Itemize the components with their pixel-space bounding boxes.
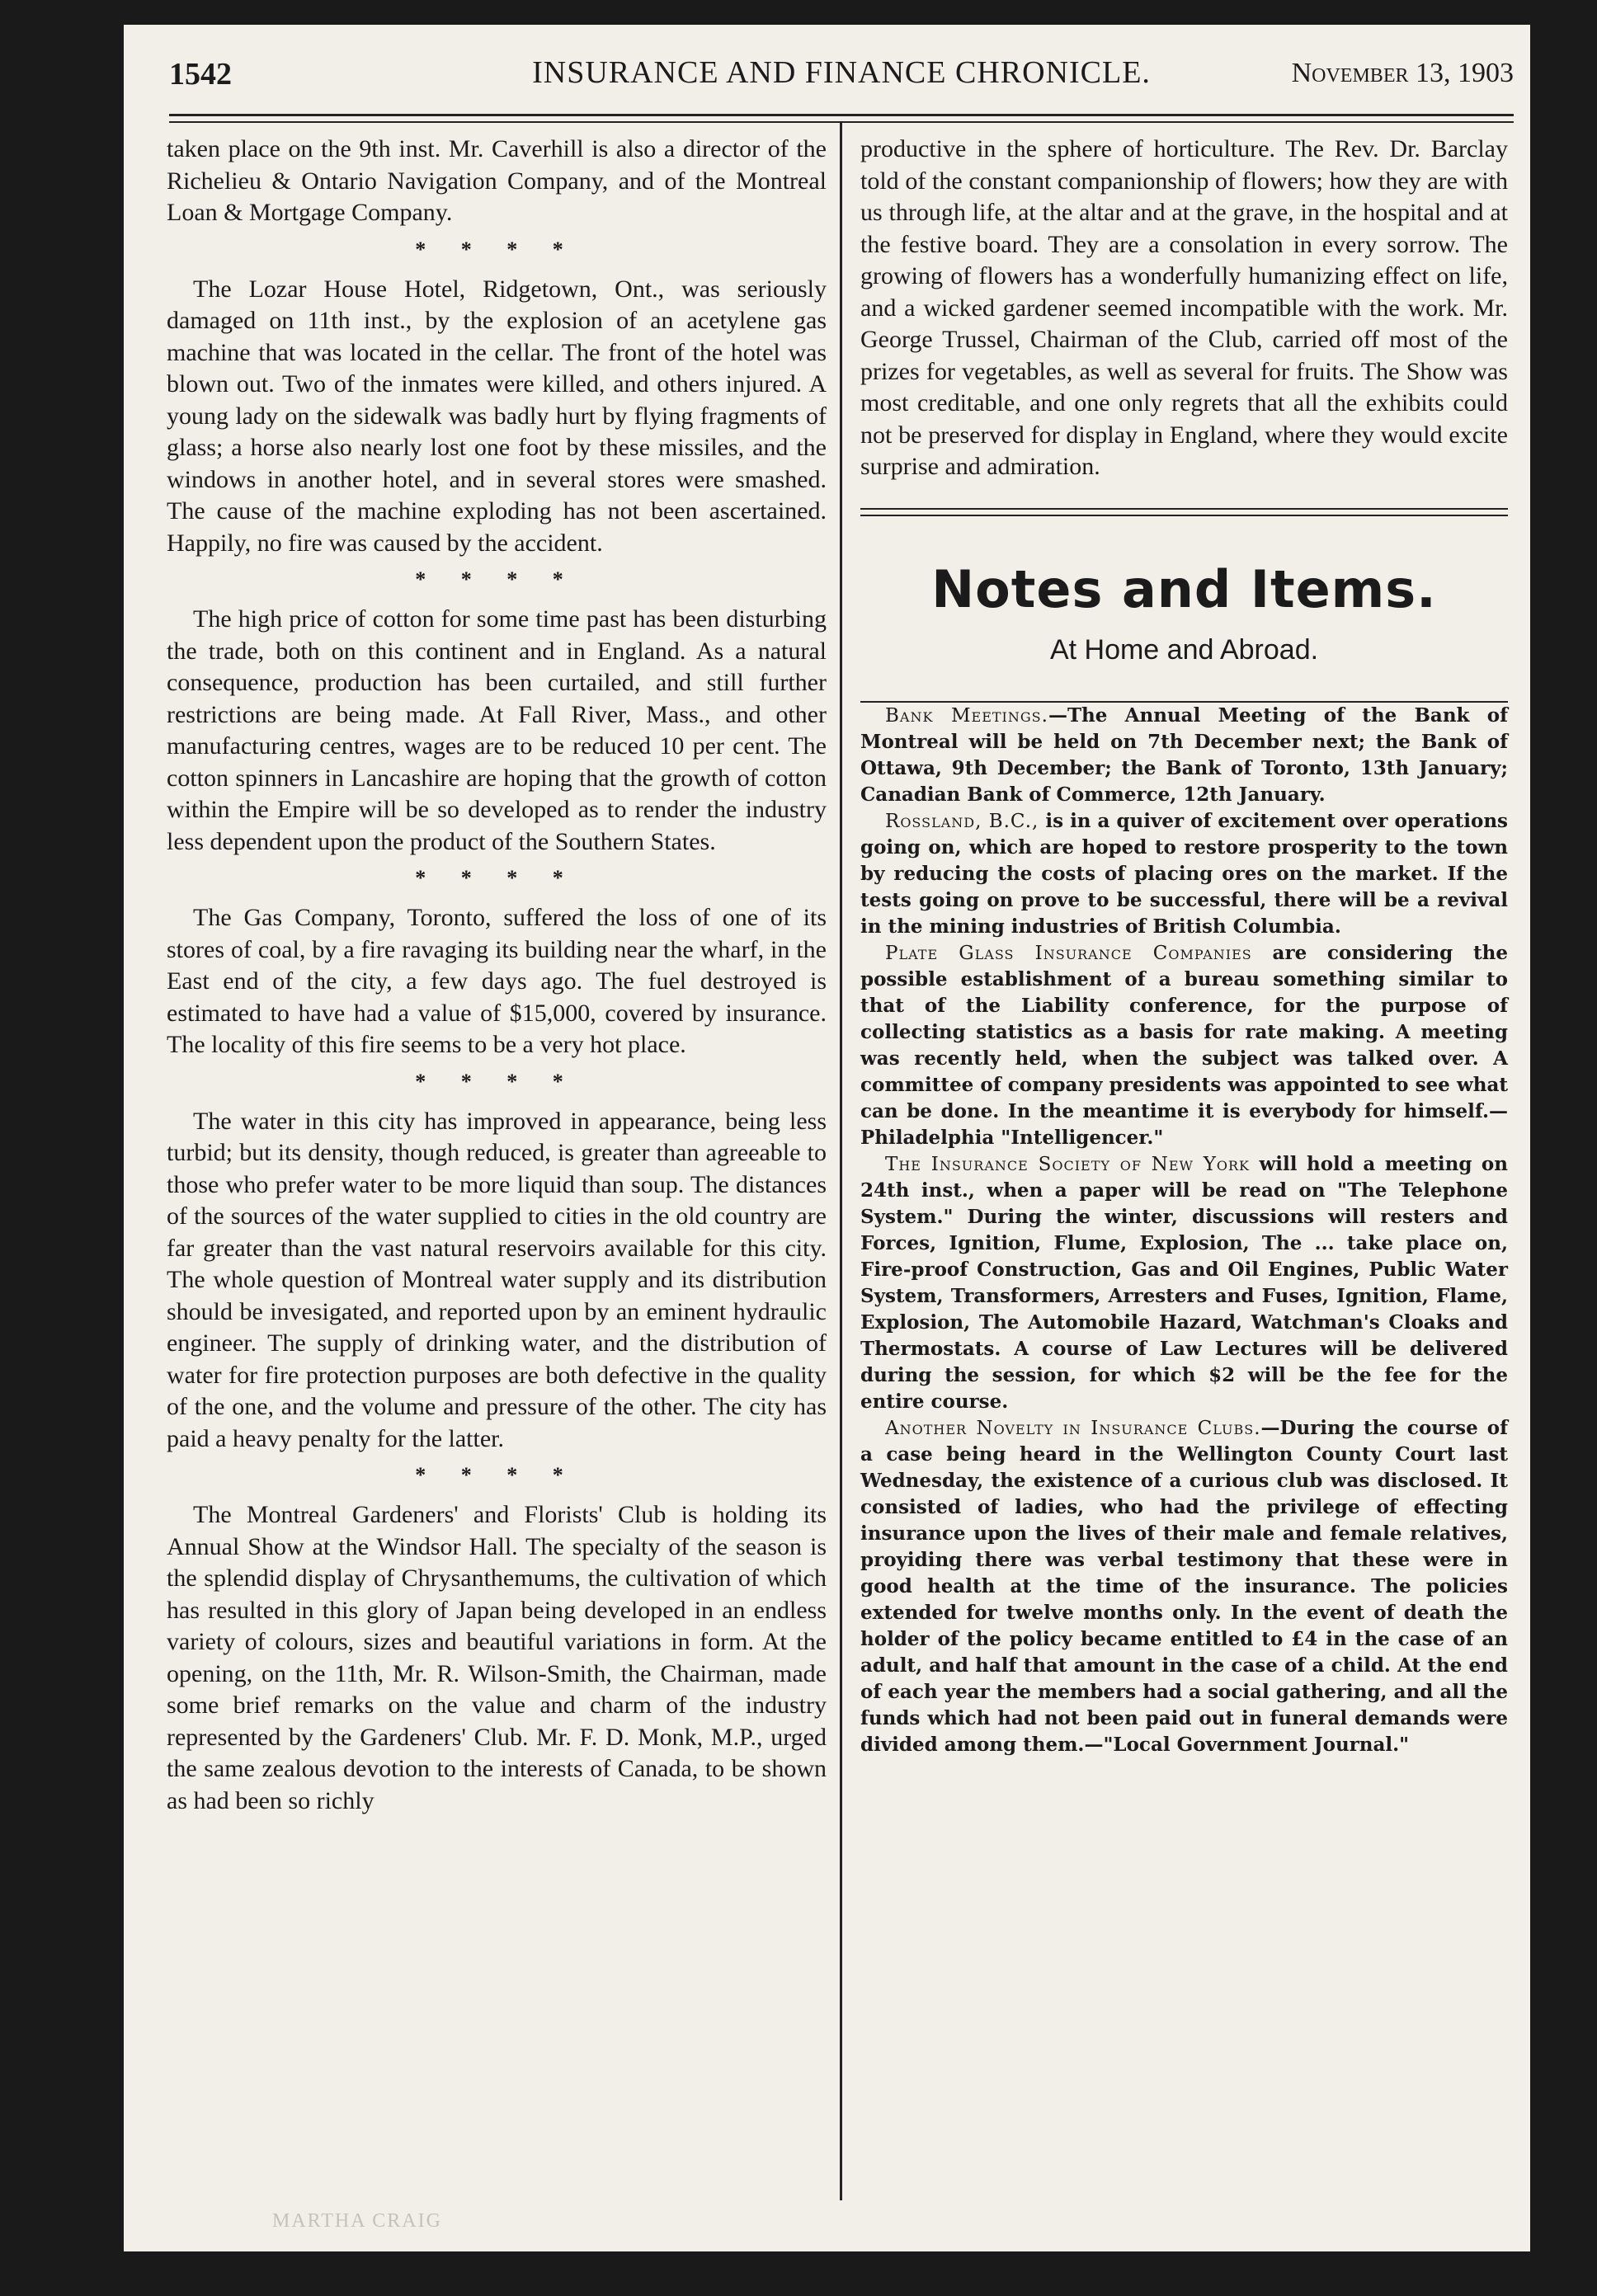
item-insurance-clubs [860, 1415, 1508, 1758]
article-cotton-price: The high price of cotton for some time past has been disturbing the trade, both on this continent and in England. As a natural consequence, production has been curtailed, and still further restrictions are being made. At Fall River, Mass., and other manufacturing centres, wages are to be reduced 10 per cent. The cotton spinners in Lancashire are hoping that the growth of cotton within the Empire will be so developed as to render the industry less dependent upon the product of the Southern States. [167, 605, 827, 855]
item-lead: Plate Glass Insurance Companies [885, 942, 1252, 964]
page-number: 1542 [169, 57, 232, 92]
article-gardeners-club: The Montreal Gardeners' and Florists' Club is holding its Annual Show at the Windsor Hall. The specialty of the season is the splendid display of Chrysanthemums, the cultivation of which has resulted in this glory of Japan being developed in an endless variety of colours, sizes and beautiful variations in form. At the opening, on the 11th, Mr. R. Wilson-Smith, the Chairman, made some brief remarks on the value and charm of the industry represented by the Gardeners' Club. Mr. F. D. Monk, M.P., urged the same zealous devotion to the interests of Canada, to be shown as had been so richly [167, 1501, 827, 1814]
separator-stars: * * * * [415, 567, 578, 591]
item-lead: Rossland, B.C., [885, 810, 1039, 832]
item-lead: Another Novelty in Insurance Clubs. [885, 1417, 1261, 1439]
separator-stars: * * * * [415, 237, 578, 261]
newspaper-page [124, 25, 1530, 2251]
issue-date: November 13, 1903 [1291, 58, 1514, 88]
separator-stars: * * * * [415, 1069, 578, 1094]
item-text: will hold a meeting on 24th inst., when a paper will be read on "The Telephone System." During the winter, discussions will resters and Forces, Ignition, Flume, Explosion, The ... take place on, Fire-proof Construction, Gas and Oil Engines, Public Water System, Transformers, Arresters and Fuses, Ignition, Flame, Explosion, The Automobile Hazard, Watchman's Cloaks and Thermostats. A course of Law Lectures will be delivered during the session, for which $2 will be the fee for the entire course. [860, 1152, 1508, 1413]
item-bank-meetings [860, 703, 1508, 808]
item-text: are considering the possible establishment of a bureau something similar to that of the Liability conference, for the purpose of collecting statistics as a basis for rate making. A meeting was recently held, when the subject was talked over. A committee of company presidents was appointed to see what can be done. In the meantime it is everybody for himself.—Philadelphia "Intelligencer." [860, 941, 1508, 1149]
article-lozar-hotel: The Lozar House Hotel, Ridgetown, Ont., was seriously damaged on 11th inst., by the explosion of an acetylene gas machine that was located in the cellar. The front of the hotel was blown out. Two of the inmates were killed, and others injured. A young lady on the sidewalk was badly hurt by flying fragments of glass; a horse also nearly lost one foot by these missiles, and the windows in another hotel, and in several stores were smashed. The cause of the machine exploding has not been ascertained. Happily, no fire was caused by the accident. [167, 275, 827, 557]
item-lead: The Insurance Society of New York [885, 1153, 1251, 1175]
article-water-supply: The water in this city has improved in appearance, being less turbid; but its density, though reduced, is greater than agreeable to those who prefer water to be more liquid than soup. The distances of the sources of the water supplied to cities in the old country are far greater than the vast natural reservoirs available for this city. The whole question of Montreal water supply and its distribution should be invesigated, and reported upon by an eminent hydraulic engineer. The supply of drinking water, and the distribution of water for fire protection purposes are both defective in the quality of the one, and the volume and pressure of the other. The city has paid a heavy penalty for the latter. [167, 1107, 827, 1452]
article-gas-company: The Gas Company, Toronto, suffered the loss of one of its stores of coal, by a fire ravaging its building near the wharf, in the East end of the city, a few days ago. The fuel destroyed is estimated to have had a value of $15,000, covered by insurance. The locality of this fire seems to be a very hot place. [167, 904, 827, 1058]
item-text: —During the course of a case being heard in the Wellington County Court last Wednesday, the existence of a curious club was disclosed. It consisted of ladies, who had the privilege of effecting insurance upon the lives of their male and female relatives, proyiding there was verbal testimony that these were in good health at the time of the insurance. The policies extended for twelve months only. In the event of death the holder of the policy became entitled to £4 in the case of an adult, and half that amount in the case of a child. At the end of each year the members had a social gathering, and all the funds which had not been paid out in funeral demands were divided among them.—"Local Government Journal." [860, 1416, 1508, 1756]
item-rossland [860, 808, 1508, 940]
show-through-text: MARTHA CRAIG [272, 2210, 442, 2232]
separator-stars: * * * * [415, 1463, 578, 1487]
left-column [167, 134, 827, 1817]
column-divider [840, 122, 842, 2200]
section-title: Notes and Items. [931, 558, 1437, 619]
section-rule [860, 508, 1508, 516]
publication-title: INSURANCE AND FINANCE CHRONICLE. [532, 55, 1151, 90]
item-insurance-society [860, 1151, 1508, 1415]
item-plate-glass [860, 940, 1508, 1151]
page-header [169, 49, 1514, 99]
right-column [860, 134, 1508, 1758]
separator-stars: * * * * [415, 866, 578, 890]
item-text: —The Annual Meeting of the Bank of Montreal will be held on 7th December next; the Bank of Ottawa, 9th December; the Bank of Toronto, 13th January; Canadian Bank of Commerce, 12th January. [860, 703, 1508, 806]
item-lead: Bank Meetings. [885, 704, 1048, 727]
section-subtitle: At Home and Abroad. [1049, 633, 1319, 666]
article-gardeners-continued: productive in the sphere of horticulture. The Rev. Dr. Barclay told of the constant companionship of flowers; how they are with us through life, at the altar and at the grave, in the hospital and at the festive board. They are a consolation in every sorrow. The growing of flowers has a wonderfully humanizing effect on life, and a wicked gardener seemed incompatible with the work. Mr. George Trussel, Chairman of the Club, carried off most of the prizes for vegetables, as well as several for fruits. The Show was most creditable, and one only regrets that all the exhibits could not be preserved for display in England, where they would excite surprise and admiration. [860, 135, 1508, 480]
item-text: is in a quiver of excitement over operations going on, which are hoped to restore prosperity to the town by reducing the costs of placing ores on the market. If the tests going on prove to be successful, there will be a revival in the mining industries of British Columbia. [860, 809, 1508, 938]
article-caverhill: taken place on the 9th inst. Mr. Caverhill is also a director of the Richelieu & Ontario Navigation Company, and of the Montreal Loan & Mortgage Company. [167, 135, 827, 226]
